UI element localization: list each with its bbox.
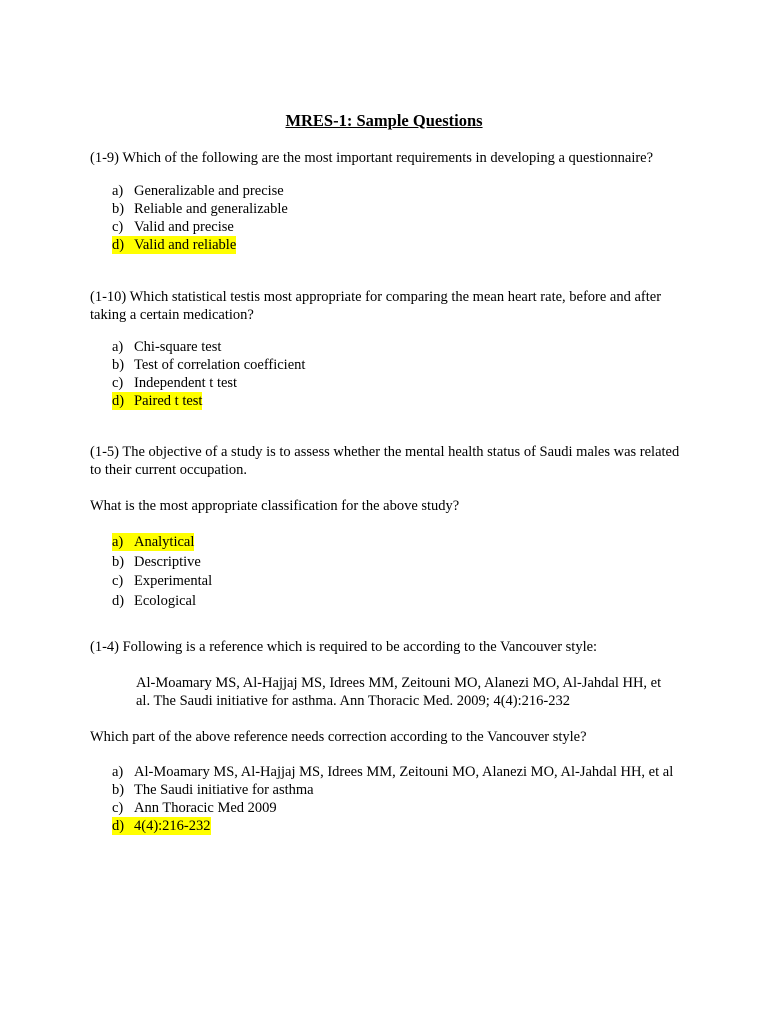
question-1-stem: (1-9) Which of the following are the most important requirements in developing a questionnaire? <box>90 150 654 166</box>
option-text: Paired t test <box>134 393 203 409</box>
option-item <box>112 356 682 374</box>
option-item <box>112 572 682 592</box>
option-text: Ecological <box>134 592 197 609</box>
option-text: Valid and precise <box>134 219 234 235</box>
option-text: Reliable and generalizable <box>134 201 288 217</box>
option-letter: c) <box>112 219 124 235</box>
option-letter: c) <box>112 573 124 589</box>
option-text: Experimental <box>134 573 213 589</box>
option-letter: b) <box>112 782 125 798</box>
option-letter: d) <box>112 592 125 609</box>
option-text: Chi-square test <box>134 339 222 355</box>
option-item <box>112 182 682 200</box>
option-letter: a) <box>112 534 124 550</box>
question-2-stem: (1-10) Which statistical testis most appropriate for comparing the mean heart rate, before and after taking a certain medication? <box>90 289 662 323</box>
option-text: Al-Moamary MS, Al-Hajjaj MS, Idrees MM, Zeitouni MO, Alanezi MO, Al-Jahdal HH, et al <box>134 764 674 780</box>
question-3-stem: (1-5) The objective of a study is to assess whether the mental health status of Saudi males was related to their current occupation. <box>90 444 680 478</box>
option-text: Analytical <box>134 534 195 550</box>
option-item <box>112 553 682 573</box>
option-item <box>112 781 682 799</box>
question-4-options <box>112 763 682 835</box>
page-title: MRES-1: Sample Questions <box>285 111 483 130</box>
option-item <box>112 592 682 612</box>
option-text: Generalizable and precise <box>134 183 284 199</box>
option-item <box>112 799 682 817</box>
option-text: 4(4):216-232 <box>134 818 211 834</box>
option-letter: a) <box>112 339 124 355</box>
option-text: Valid and reliable <box>134 237 237 253</box>
answer-highlight <box>112 817 211 835</box>
option-text: Ann Thoracic Med 2009 <box>134 800 277 816</box>
option-item-correct <box>112 236 682 254</box>
option-text: Test of correlation coefficient <box>134 357 306 373</box>
option-item-correct <box>112 533 682 553</box>
option-text: The Saudi initiative for asthma <box>134 782 314 798</box>
option-item <box>112 218 682 236</box>
option-letter: a) <box>112 764 124 780</box>
option-letter: b) <box>112 357 125 373</box>
question-4-stem: (1-4) Following is a reference which is required to be according to the Vancouver style: <box>90 639 598 655</box>
option-item <box>112 338 682 356</box>
option-item <box>112 200 682 218</box>
option-letter: d) <box>112 818 125 834</box>
option-text: Descriptive <box>134 553 201 570</box>
reference-text: Al-Moamary MS, Al-Hajjaj MS, Idrees MM, Zeitouni MO, Alanezi MO, Al-Jahdal HH, et al. The Saudi initiative for asthma. Ann Thoracic Med. 2009; 4(4):216-232 <box>136 675 662 709</box>
option-item <box>112 763 682 781</box>
option-item <box>112 374 682 392</box>
question-4-prompt: Which part of the above reference needs correction according to the Vancouver style? <box>90 729 587 745</box>
option-letter: b) <box>112 201 125 217</box>
question-3-options <box>112 533 682 611</box>
option-letter: d) <box>112 237 125 253</box>
option-item-correct <box>112 817 682 835</box>
option-letter: d) <box>112 393 125 409</box>
answer-highlight <box>112 236 236 254</box>
question-2-options <box>112 338 682 410</box>
option-text: Independent t test <box>134 375 238 391</box>
question-1-options <box>112 182 682 254</box>
option-item-correct <box>112 392 682 410</box>
answer-highlight <box>112 533 194 551</box>
option-letter: c) <box>112 375 124 391</box>
option-letter: b) <box>112 553 125 570</box>
question-3-prompt: What is the most appropriate classification for the above study? <box>90 498 460 514</box>
option-letter: c) <box>112 800 124 816</box>
answer-highlight <box>112 392 202 410</box>
option-letter: a) <box>112 183 124 199</box>
